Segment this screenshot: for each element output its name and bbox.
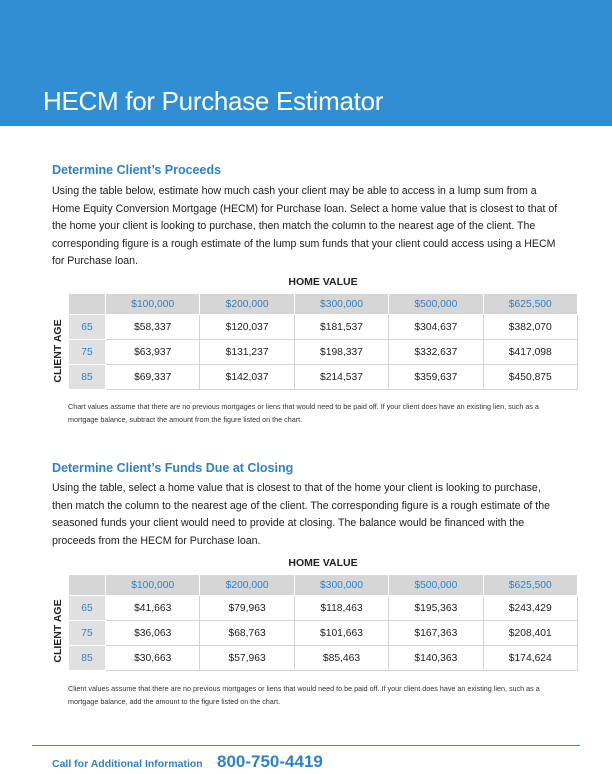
table-row: [69, 596, 578, 621]
table-cell: $131,237: [200, 340, 294, 365]
age-cell: 85: [69, 646, 106, 671]
table-row: [69, 315, 578, 340]
column-header: $625,500: [483, 294, 577, 315]
table-cell: $101,663: [294, 621, 388, 646]
table-cell: $181,537: [294, 315, 388, 340]
table-row: [69, 621, 578, 646]
table-cell: $304,637: [389, 315, 483, 340]
age-cell: 75: [69, 340, 106, 365]
table-cell: $243,429: [483, 596, 577, 621]
column-header: $200,000: [200, 575, 294, 596]
table-cell: $359,637: [389, 365, 483, 390]
column-header: $100,000: [106, 294, 200, 315]
funds-due-footnote: Client values assume that there are no previous mortgages or liens that would need to be paid off. If your client does have an existing lien, such as a mortgage balance, add the amount to the figure listed on the chart.: [68, 684, 540, 706]
footer-divider: [32, 745, 580, 746]
header-banner: [0, 0, 612, 126]
table-header-row: [69, 575, 578, 596]
table-cell: $208,401: [483, 621, 577, 646]
table-cell: $417,098: [483, 340, 577, 365]
table-cell: $63,937: [106, 340, 200, 365]
table-cell: $140,363: [389, 646, 483, 671]
table-cell: $198,337: [294, 340, 388, 365]
table-cell: $382,070: [483, 315, 577, 340]
table-cell: $450,875: [483, 365, 577, 390]
table-corner-cell: [69, 294, 106, 315]
column-header: $500,000: [389, 575, 483, 596]
table-cell: $69,337: [106, 365, 200, 390]
table-cell: $142,037: [200, 365, 294, 390]
proceeds-table-caption: HOME VALUE: [288, 276, 358, 288]
column-header: $200,000: [200, 294, 294, 315]
footer-contact-label: Call for Additional Information: [52, 758, 203, 770]
table-row: [69, 365, 578, 390]
table-cell: $195,363: [389, 596, 483, 621]
table-cell: $36,063: [106, 621, 200, 646]
table-row: [69, 340, 578, 365]
funds-due-table-caption: HOME VALUE: [288, 557, 358, 569]
column-header: $300,000: [294, 575, 388, 596]
table-cell: $120,037: [200, 315, 294, 340]
proceeds-client-age-label: CLIENT AGE: [52, 319, 64, 383]
table-cell: $214,537: [294, 365, 388, 390]
table-cell: $85,463: [294, 646, 388, 671]
column-header: $625,500: [483, 575, 577, 596]
column-header: $500,000: [389, 294, 483, 315]
page-title: HECM for Purchase Estimator: [43, 86, 384, 116]
table-cell: $118,463: [294, 596, 388, 621]
age-cell: 85: [69, 365, 106, 390]
table-cell: $30,663: [106, 646, 200, 671]
footer-phone-number[interactable]: 800-750-4419: [217, 752, 323, 771]
age-cell: 75: [69, 621, 106, 646]
table-cell: $167,363: [389, 621, 483, 646]
table-cell: $174,624: [483, 646, 577, 671]
table-corner-cell: [69, 575, 106, 596]
table-cell: $68,763: [200, 621, 294, 646]
funds-due-client-age-label: CLIENT AGE: [52, 599, 64, 663]
table-cell: $57,963: [200, 646, 294, 671]
table-header-row: [69, 294, 578, 315]
age-cell: 65: [69, 596, 106, 621]
age-cell: 65: [69, 315, 106, 340]
table-cell: $41,663: [106, 596, 200, 621]
proceeds-footnote: Chart values assume that there are no previous mortgages or liens that would need to be paid off. If your client does have an existing lien, such as a mortgage balance, subtract the amount from the figure listed on the chart.: [68, 402, 539, 424]
table-cell: $79,963: [200, 596, 294, 621]
section-proceeds-paragraph: Using the table below, estimate how much cash your client may be able to access in a lump sum from a Home Equity Conversion Mortgage (HECM) for Purchase loan. Select a home value that is closest to that of the home your client is looking to purchase, then match the column to the nearest age of the client. The corresponding figure is a rough estimate of the lump sum funds that your client could access using a HECM for Purchase loan.: [52, 185, 558, 268]
table-cell: $332,637: [389, 340, 483, 365]
table-cell: $58,337: [106, 315, 200, 340]
section-funds-due-paragraph: Using the table, select a home value that is closest to that of the home your client is looking to purchase, then match the column to the nearest age of the client. The corresponding figure is a rough estimate of the seasoned funds your client would need to provide at closing. The balance would be financed with the proceeds from the HECM for Purchase loan.: [52, 482, 551, 547]
proceeds-table: [68, 293, 578, 390]
section-funds-due-title: Determine Client’s Funds Due at Closing: [52, 461, 294, 475]
column-header: $100,000: [106, 575, 200, 596]
column-header: $300,000: [294, 294, 388, 315]
funds-due-table: [68, 574, 578, 671]
table-row: [69, 646, 578, 671]
section-proceeds-title: Determine Client’s Proceeds: [52, 163, 222, 177]
